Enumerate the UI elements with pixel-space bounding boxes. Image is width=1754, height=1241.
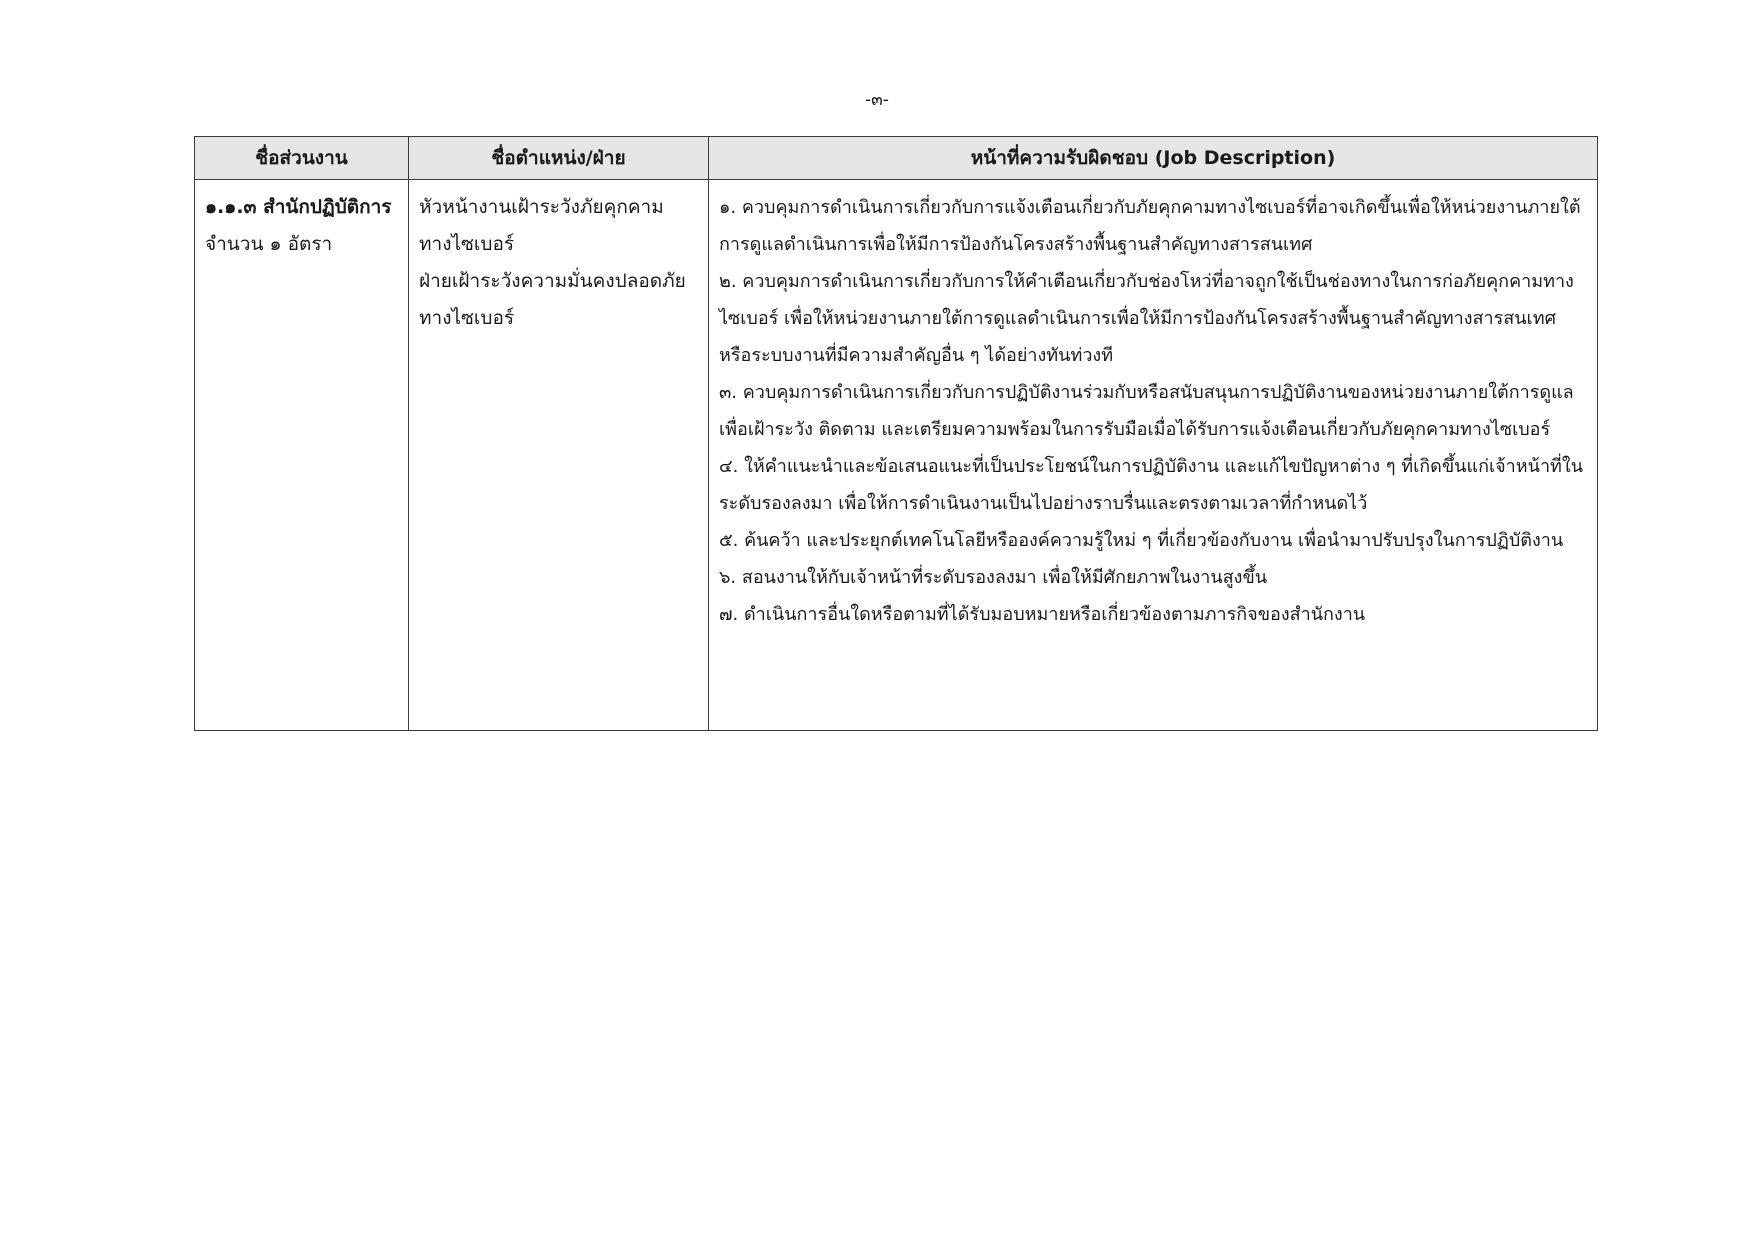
position-cell — [409, 180, 709, 731]
duty-item-5: ๕. ค้นคว้า และประยุกต์เทคโนโลยีหรือองค์ความรู้ใหม่ ๆ ที่เกี่ยวข้องกับงาน เพื่อนำมาปรับปรุงในการปฏิบัติงาน — [719, 530, 1564, 551]
duties-cell — [709, 180, 1598, 731]
table-header-row — [195, 137, 1598, 180]
unit-cell — [195, 180, 409, 731]
duty-item-3: ๓. ควบคุมการดำเนินการเกี่ยวกับการปฏิบัติงานร่วมกับหรือสนับสนุนการปฏิบัติงานของหน่วยงานภายใต้การดูแล เพื่อเฝ้าระวัง ติดตาม และเตรียมความพร้อมในการรับมือเมื่อได้รับการแจ้งเตือนเกี่ยวกับภัยคุกคามทางไซเบอร์ — [719, 382, 1574, 440]
duty-item-7: ๗. ดำเนินการอื่นใดหรือตามที่ได้รับมอบหมายหรือเกี่ยวข้องตามภารกิจของสำนักงาน — [719, 604, 1366, 625]
duty-item-4: ๔. ให้คำแนะนำและข้อเสนอแนะที่เป็นประโยชน์ในการปฏิบัติงาน และแก้ไขปัญหาต่าง ๆ ที่เกิดขึ้นแก่เจ้าหน้าที่ในระดับรองลงมา เพื่อให้การดำเนินงานเป็นไปอย่างราบรื่นและตรงตามเวลาที่กำหนดไว้ — [719, 456, 1584, 514]
position-line: ฝ่ายเฝ้าระวังความมั่นคงปลอดภัย — [419, 270, 686, 292]
duty-item-6: ๖. สอนงานให้กับเจ้าหน้าที่ระดับรองลงมา เพื่อให้มีศักยภาพในงานสูงขึ้น — [719, 567, 1268, 588]
job-description-table — [194, 136, 1598, 731]
header-duties: หน้าที่ความรับผิดชอบ (Job Description) — [709, 137, 1598, 180]
unit-quota: จำนวน ๑ อัตรา — [205, 233, 333, 255]
page-number: -๓- — [865, 90, 889, 110]
table-row — [195, 180, 1598, 731]
unit-name: ๑.๑.๓ สำนักปฏิบัติการ — [205, 196, 392, 218]
header-position: ชื่อตำแหน่ง/ฝ่าย — [409, 137, 709, 180]
position-line: ทางไซเบอร์ — [419, 307, 515, 329]
position-line: ทางไซเบอร์ — [419, 233, 515, 255]
position-line: หัวหน้างานเฝ้าระวังภัยคุกคาม — [419, 196, 664, 218]
duty-item-1: ๑. ควบคุมการดำเนินการเกี่ยวกับการแจ้งเตือนเกี่ยวกับภัยคุกคามทางไซเบอร์ที่อาจเกิดขึ้นเพื่อให้หน่วยงานภายใต้การดูแลดำเนินการเพื่อให้มีการป้องกันโครงสร้างพื้นฐานสำคัญทางสารสนเทศ — [719, 197, 1581, 255]
header-unit: ชื่อส่วนงาน — [195, 137, 409, 180]
duty-item-2: ๒. ควบคุมการดำเนินการเกี่ยวกับการให้คำเตือนเกี่ยวกับช่องโหว่ที่อาจถูกใช้เป็นช่องทางในการก่อภัยคุกคามทางไซเบอร์ เพื่อให้หน่วยงานภายใต้การดูแลดำเนินการเพื่อให้มีการป้องกันโครงสร้างพื้นฐานสำคัญทางสารสนเทศ หรือระบบงานที่มีความสำคัญอื่น ๆ ได้อย่างทันท่วงที — [719, 271, 1574, 366]
